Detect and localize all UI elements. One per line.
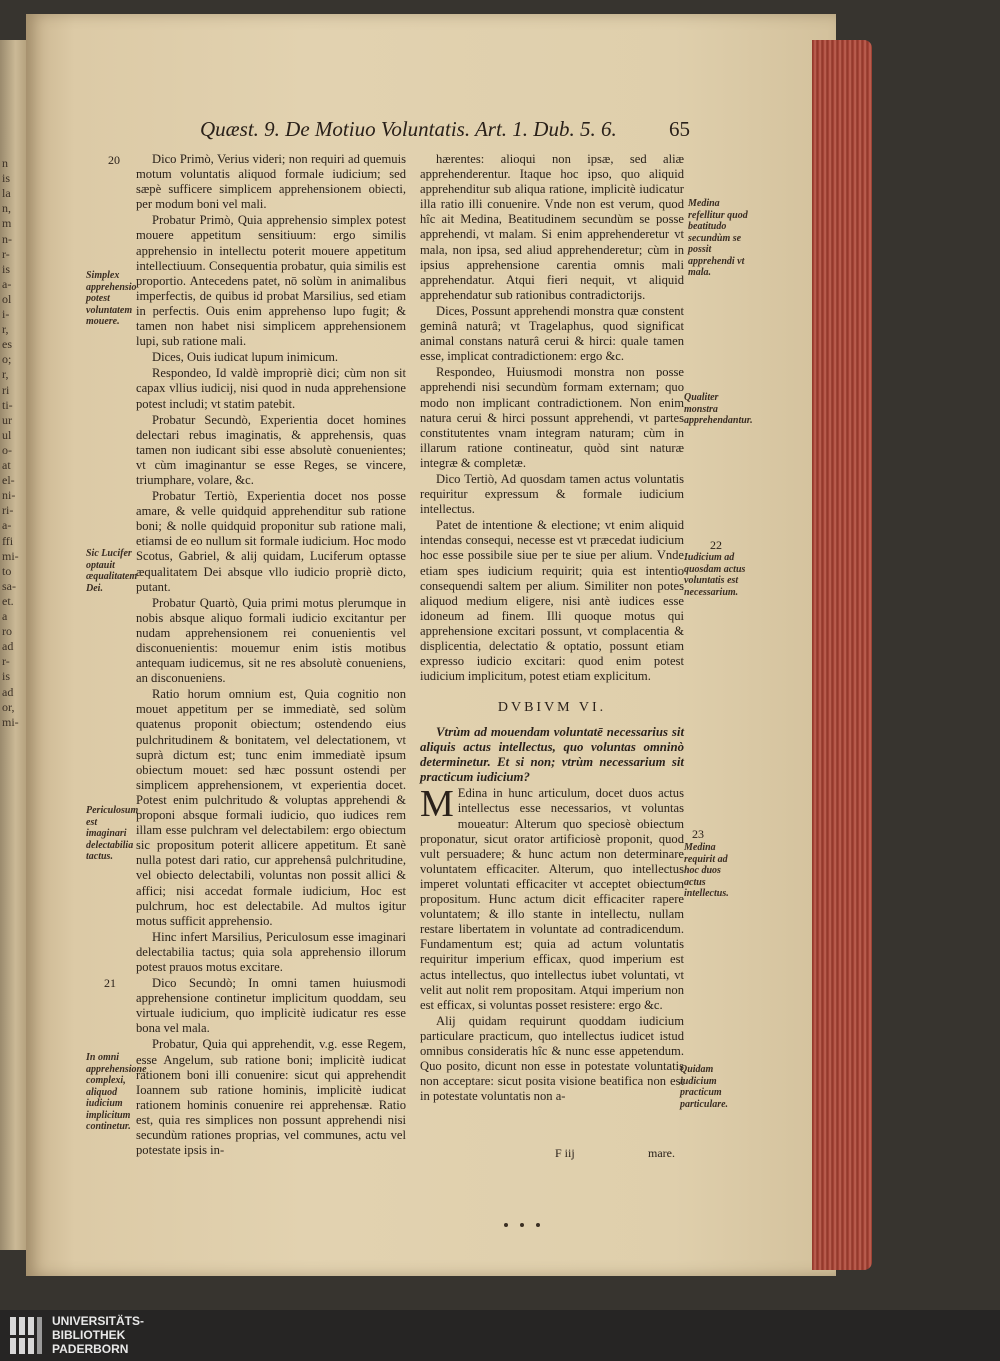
left-page-edge bbox=[0, 40, 26, 1250]
margin-note-medina: Medina refellitur quod beatitudo secundùm se possit apprehendi vt mala. bbox=[688, 198, 748, 278]
paragraph: Respondeo, Huiusmodi monstra non posse apprehendi nisi secundùm formam externam; quo modo non implicant contradictionem. Non enim natura cerui & hirci possunt apprehendi, vt partes constitutentes vnam integram naturam; cùm in illarum ratione contineatur, quòd sint naturæ integræ & completæ. bbox=[420, 365, 684, 470]
library-name-line: BIBLIOTHEK bbox=[52, 1328, 126, 1342]
drop-cap: M bbox=[420, 783, 454, 826]
paragraph: Probatur Primò, Quia apprehensio simplex potest mouere appetitum sensitiuum: ergo similis apprehensio in intellectu poterit mouere appetitum intellectiuum. Consequentia probatur, quia similis est proportio. Antecedens patet, nō solùm in animalibus imperfectis, de quibus id probat Marsilius, sed etiam in perfectis. Ouis enim apprehenso lupo fugit; & tamen non habet nisi simplicem apprehensionem lupi, sub ratione mali. bbox=[136, 213, 406, 349]
library-name-line: UNIVERSITÄTS- bbox=[52, 1314, 145, 1328]
page-number: 65 bbox=[669, 117, 690, 141]
left-page-fragment: el- bbox=[2, 473, 15, 488]
paragraph: Dices, Possunt apprehendi monstra quæ constent geminâ naturâ; vt Tragelaphus, quod significat animal constans naturâ cerui & hirci: quale tamen esse, implicat contradictionem: ergo &c. bbox=[420, 303, 684, 364]
right-column bbox=[420, 152, 684, 1105]
catchword: mare. bbox=[648, 1146, 675, 1160]
left-page-fragment: ad bbox=[2, 684, 14, 699]
paragraph-number-22: 22 bbox=[710, 538, 722, 552]
dubium-question: Vtrùm ad mouendam voluntatē necessarius sit aliquis actus intellectus, quo voluntas omninò determinetur. Et si non; vtrùm necessarium sit practicum iudicium? bbox=[420, 725, 684, 785]
left-page-fragment: la bbox=[2, 186, 11, 201]
left-page-fragment: n- bbox=[2, 231, 12, 246]
left-column bbox=[136, 152, 406, 1159]
paragraph: Dico Tertiò, Ad quosdam tamen actus voluntatis requiritur expressum & formale iudicium intellectus. bbox=[420, 471, 684, 517]
left-page-fragment: ni- bbox=[2, 488, 16, 503]
paragraph: Dico Secundò; In omni tamen huiusmodi apprehensione continetur implicitum quoddam, seu virtuale iudicium, quo implicitè iudicatur res esse bona vel mala. bbox=[136, 976, 406, 1036]
margin-note-in-omni: In omni apprehensione complexi, aliquod iudicium implicitum continetur. bbox=[86, 1052, 147, 1132]
page-edges-red bbox=[812, 40, 872, 1270]
paragraph: Probatur Quartò, Quia primi motus plerumque in nobis absque aliquo formali iudicio excitantur per nudam apprehensionem rei conuenientis vel disconuenientis: mouemur enim istis motibus antequam iudicemus, sit ne res absolutè conueniens, an disconueniens. bbox=[136, 595, 406, 686]
header-title: Quæst. 9. De Motiuo Voluntatis. Art. 1. Dub. 5. 6. bbox=[200, 117, 617, 141]
left-page-fragment: r- bbox=[2, 246, 10, 261]
margin-note-iudicium: Iudicium ad quosdam actus voluntatis est necessarium. bbox=[684, 552, 746, 598]
paragraph: Probatur, Quia qui apprehendit, v.g. esse Regem, esse Angelum, sub ratione boni; implicitè iudicat rationem boni illi conuenire: sicut qui apprehendit Ioannem sub ratione hominis, implicitè iudicat rationem hominis conuenire rei apprehensæ. Ratio est, quia res simplices non possunt apprehendi nisi secundùm rationes proprias, vel communes, actu vel potestate ipsis in- bbox=[136, 1037, 406, 1158]
signature-mark: F iij bbox=[555, 1146, 575, 1160]
library-logo-icon bbox=[8, 1313, 44, 1357]
left-page-fragment: is bbox=[2, 171, 11, 186]
library-name-line: PADERBORN bbox=[52, 1342, 129, 1356]
paragraph-number-21: 21 bbox=[104, 976, 116, 990]
paragraph: Hinc infert Marsilius, Periculosum esse imaginari delectabilia tactus; quia sola apprehensio illorum potest prauos motus excitare. bbox=[136, 929, 406, 974]
paragraph: Alij quidam requirunt quoddam iudicium particulare practicum, quo intellectus iudicet istud omnibus consideratis hîc & nunc esse appetendum. Quo posito, dicunt non esse in potestate voluntatis non acceptare: sicut posita visione beatifica non est in potestate voluntatis non a- bbox=[420, 1013, 684, 1104]
left-page-fragment: ffi bbox=[2, 533, 14, 548]
margin-note-medina-requirit: Medina requirit ad hoc duos actus intellectus. bbox=[684, 842, 729, 899]
left-page-fragment: ro bbox=[2, 624, 12, 639]
margin-note-qualiter: Qualiter monstra apprehendantur. bbox=[684, 392, 753, 426]
left-page-fragment: ri- bbox=[2, 503, 14, 518]
left-page-fragment: ur bbox=[2, 412, 12, 427]
margin-note-simplex: Simplex apprehensio potest voluntatem mouere. bbox=[86, 270, 137, 327]
left-page-fragment: a- bbox=[2, 518, 12, 533]
paragraph: hærentes: alioqui non ipsæ, sed aliæ apprehenderentur. Itaque hoc ipso, quo aliquid apprehenditur sub aliqua ratione, implicitè iudicatur illa ratio illi conuenire. Vnde non est verum, quod hîc ait Medina, Beatitudinem secundùm se posse apprehendi, vt malam. Si enim apprehenderetur vt mala, non ipsa, sed aliud apprehenderetur; cùm in ipsius apprehensione carentia omnis mali apprehendatur. Atqui fieri nequit, vt aliquid apprehendatur sub rationibus contradictorijs. bbox=[420, 152, 684, 302]
paragraph: Probatur Tertiò, Experientia docet nos posse amare, & velle quidquid apprehenditur sub ratione boni; & nolle quidquid proponitur sub ratione mali, etiamsi de eo nullum sit formale iudicium. Hoc modo Scotus, Gabriel, & alij quidam, Luciferum optasse æqualitatem Dei absque vllo iudicio propriè dicto, putant. bbox=[136, 489, 406, 594]
library-footer bbox=[0, 1310, 1000, 1361]
paragraph: Patet de intentione & electione; vt enim aliquid intendas consequi, necesse est vt præcedat iudicium hoc esse possibile siue per te siue per alium. Vnde etiam spes iudicium requirit; quia est intentio consequendi saltem per alium. Similiter non potes aliquod medium eligere, nisi antè iudices esse idoneum ad finem. Illi quoque motus qui apprehensione excitari possunt, vt complacentia & displicentia, delectatio & optatio, possunt etiam expresso iudicio excitari: quod enim potest iudicium implicitum, potest etiam explicitum. bbox=[420, 518, 684, 684]
left-page-fragment: o; bbox=[2, 352, 12, 367]
left-page-fragment: o- bbox=[2, 442, 12, 457]
left-page-fragment: es bbox=[2, 337, 12, 352]
left-page-fragment: to bbox=[2, 563, 12, 578]
paragraph-number-20: 20 bbox=[108, 153, 120, 167]
margin-note-lucifer: Sic Lucifer optauit æqualitatem Dei. bbox=[86, 548, 138, 594]
paragraph-text: Edina in hunc articulum, docet duos actus intellectus esse necessarios, vt voluntas moueatur: Alterum quo speciosè obiectum proponatur, sicut orator artificiosè proponit, quod vult persuadere; & hunc actum non determinare voluntatem efficaciter. Alterum, quo intellectus imperet voluntati efficaciter vt acceptet obiectum propositum. Hunc actum dicit efficaciter rapere voluntatem; & illo stante in intellectu, nullam restare libertatem in voluntate ad contradicendum. Fundamentum est; quia ad actum voluntatis requiritur imperium efficax, quod imperium est actus intellectus, quo intellectus iubet voluntati, vt velit aut nolit rem propositam. Atqui imperium non est efficax, si voluntas posset resistere: ergo &c. bbox=[420, 786, 684, 1012]
paragraph: Ratio horum omnium est, Quia cognitio non mouet appetitum per se immediatè, sed solùm quatenus proponit obiectum; ostendendo eius pulchritudinem & bonitatem, vel delectationem, vt suprà dictum est; tunc enim immediatè ipsum obiectum mouet: sed hæc possunt ostendi per simplicem apprehensionem, vt experientia docet. Potest enim pulchritudo & voluptas apprehendi & proponi absque formali iudicio, quo iudices rem illam esse pulchram vel delectabilem: ergo obiectum sic propositum poterit allicere appetitum. Et sanè nulla potest dari ratio, cur apprehensâ pulchritudine, vel obiecto delectabili, voluntas non possit allici & affici; nisi accedat formale iudicium, Hoc est pulchrum, hoc est delectabile. Ad multos igitur motus sufficit apprehensio. bbox=[136, 687, 406, 928]
left-page-fragment: r, bbox=[2, 322, 9, 337]
left-page-fragment: or, bbox=[2, 699, 15, 714]
left-page-fragment: r- bbox=[2, 654, 10, 669]
margin-note-quidam: Quidam iudicium practicum particulare. bbox=[680, 1064, 729, 1110]
left-page-fragment: ri bbox=[2, 382, 10, 397]
running-header bbox=[200, 117, 690, 147]
paragraph-dropcap bbox=[420, 783, 684, 1012]
left-page-fragment: at bbox=[2, 458, 11, 472]
left-page-fragment: a bbox=[2, 609, 8, 623]
left-page-fragment: mi- bbox=[2, 714, 19, 729]
left-page-fragment: ti- bbox=[2, 397, 13, 412]
left-page-fragment: r, bbox=[2, 367, 9, 382]
margin-note-periculosum: Periculosum est imaginari delectabilia tactus. bbox=[86, 805, 139, 862]
dubium-heading: DVBIVM VI. bbox=[497, 700, 607, 716]
left-page-fragment: is bbox=[2, 261, 11, 276]
paragraph: Respondeo, Id valdè impropriè dici; cùm non sit capax vllius iudicij, nisi quod in nuda apprehensione potest includi; vt statim patebit. bbox=[136, 366, 406, 411]
paragraph: Probatur Secundò, Experientia docet homines delectari rebus imaginatis, & apprehensis, quas tamen non iudicant sibi esse absolutè conuenientes; vt cùm imaginantur se esse Reges, se vincere, triumphare, volare, &c. bbox=[136, 412, 406, 487]
ink-specks bbox=[504, 1214, 552, 1232]
paragraph: Dices, Ouis iudicat lupum inimicum. bbox=[152, 350, 339, 365]
left-page-fragment: n bbox=[2, 156, 8, 170]
left-page-fragment: m bbox=[2, 216, 12, 231]
left-page-fragment: ol bbox=[2, 291, 12, 306]
left-page-fragment: n, bbox=[2, 201, 11, 216]
left-page-fragment: is bbox=[2, 669, 11, 684]
left-page-fragment: sa- bbox=[2, 578, 16, 593]
left-page-fragment: ad bbox=[2, 639, 14, 654]
left-page-fragments bbox=[2, 40, 26, 1250]
left-page-fragment: mi- bbox=[2, 548, 19, 563]
left-page-fragment: ul bbox=[2, 427, 12, 442]
left-page-fragment: a- bbox=[2, 276, 12, 291]
left-page-fragment: et. bbox=[2, 593, 14, 608]
paragraph: Dico Primò, Verius videri; non requiri ad quemuis motum voluntatis aliquod formale iudicium; sed sæpè sufficere simplicem apprehensionem obiecti, per modum boni vel mali. bbox=[136, 152, 406, 212]
paragraph-number-23: 23 bbox=[692, 827, 704, 841]
left-page-fragment: i- bbox=[2, 307, 10, 321]
library-name bbox=[52, 1314, 144, 1356]
